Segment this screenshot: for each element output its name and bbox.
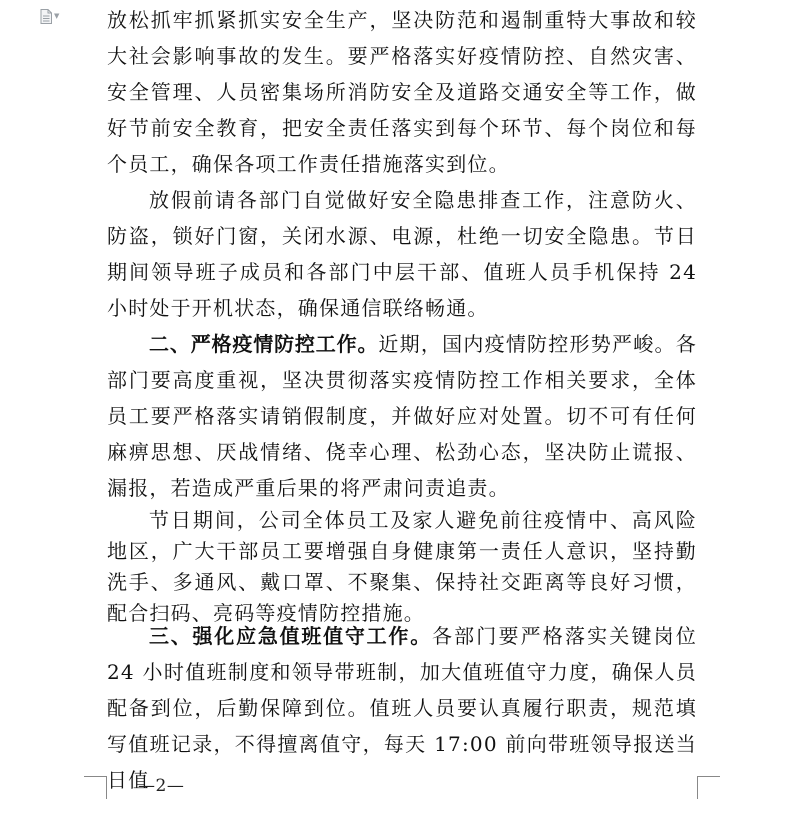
document-menu[interactable] (40, 8, 66, 24)
section-heading-duty: 三、强化应急值班值守工作。 (149, 624, 432, 648)
section-body-duty: 各部门要严格落实关键岗位 24 小时值班制度和领导带班制，加大值班值守力度，确保人员配备到位，后勤保障到位。值班人员要认真履行职责，规范填写值班记录，不得擅离值守，每天 17:00 前向带班领导报送当日值 (107, 624, 697, 792)
paragraph-hazard-inspection: 放假前请各部门自觉做好安全隐患排查工作，注意防火、防盗，锁好门窗，关闭水源、电源，杜绝一切安全隐患。节日期间领导班子成员和各部门中层干部、值班人员手机保持 24 小时处于开机状态，确保通信联络畅通。 (107, 188, 697, 320)
paragraph-emergency-duty (107, 618, 697, 798)
paragraph-epidemic-control (107, 326, 697, 506)
page-corner-mark-right (697, 776, 720, 799)
section-body-epidemic: 近期，国内疫情防控形势严峻。各部门要高度重视，坚决贯彻落实疫情防控工作相关要求，全体员工要严格落实请销假制度，并做好应对处置。切不可有任何麻痹思想、厌战情绪、侥幸心理、松劲心态，坚决防止谎报、漏报，若造成严重后果的将严肃问责追责。 (107, 332, 697, 500)
page-number: —2— (138, 776, 185, 796)
page-corner-mark-left (84, 776, 107, 799)
section-heading-epidemic: 二、严格疫情防控工作。 (149, 332, 379, 356)
chevron-down-icon: ▼ (54, 11, 60, 20)
paragraph-safety-production: 放松抓牢抓紧抓实安全生产，坚决防范和遏制重特大事故和较大社会影响事故的发生。要严格落实好疫情防控、自然灾害、安全管理、人员密集场所消防安全及道路交通安全等工作，做好节前安全教育，把安全责任落实到每个环节、每个岗位和每个员工，确保各项工作责任措施落实到位。 (107, 8, 697, 176)
paragraph-holiday-travel: 节日期间，公司全体员工及家人避免前往疫情中、高风险地区，广大干部员工要增强自身健康第一责任人意识，坚持勤洗手、多通风、戴口罩、不聚集、保持社交距离等良好习惯，配合扫码、亮码等疫情防控措施。 (107, 508, 697, 625)
document-icon (40, 9, 52, 24)
